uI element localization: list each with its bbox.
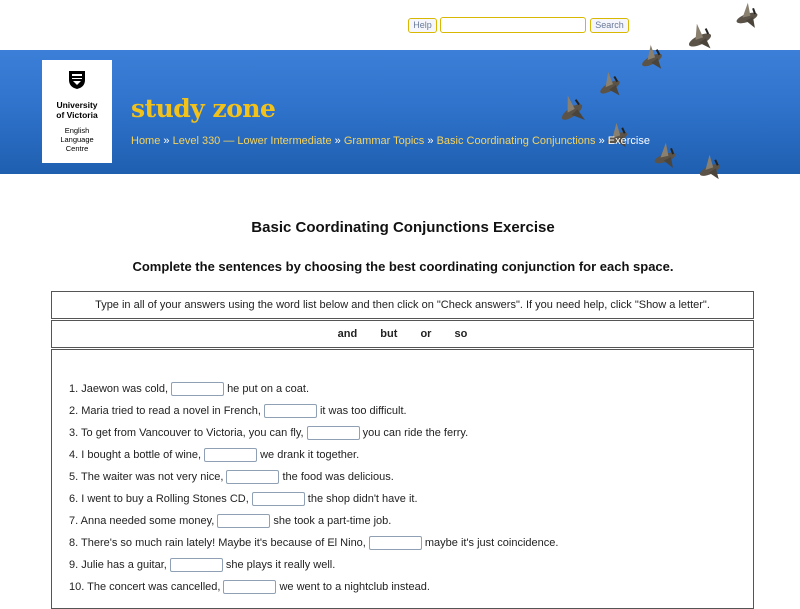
question-text: 9. Julie has a guitar, — [69, 559, 167, 571]
question-text: 5. The waiter was not very nice, — [69, 471, 224, 483]
question-row — [69, 380, 309, 398]
breadcrumb-section-link[interactable]: Basic Coordinating Conjunctions — [436, 135, 596, 147]
question-text: 4. I bought a bottle of wine, — [69, 449, 202, 461]
site-title[interactable]: study zone — [131, 94, 276, 123]
answer-input[interactable] — [171, 382, 224, 396]
question-text: the shop didn't have it. — [307, 493, 418, 505]
question-row — [69, 424, 468, 442]
breadcrumb-current: Exercise — [607, 135, 650, 147]
answer-input[interactable] — [223, 580, 276, 594]
flying-geese-image — [540, 0, 800, 190]
answer-input[interactable] — [226, 470, 279, 484]
answer-input[interactable] — [307, 426, 360, 440]
word-list-item: so — [454, 328, 468, 340]
breadcrumb — [131, 135, 650, 147]
question-text: 1. Jaewon was cold, — [69, 383, 169, 395]
answer-input[interactable] — [217, 514, 270, 528]
page-title: Basic Coordinating Conjunctions Exercise — [251, 219, 555, 236]
question-row — [69, 402, 407, 420]
breadcrumb-level-link[interactable]: Level 330 — Lower Intermediate — [172, 135, 332, 147]
answer-input[interactable] — [252, 492, 305, 506]
question-text: 6. I went to buy a Rolling Stones CD, — [69, 493, 249, 505]
question-row — [69, 534, 558, 552]
breadcrumb-separator: » — [334, 135, 341, 147]
breadcrumb-separator: » — [598, 135, 605, 147]
question-text: she took a part-time job. — [273, 515, 392, 527]
answer-input[interactable] — [369, 536, 422, 550]
word-list-item: or — [420, 328, 432, 340]
question-text: 8. There's so much rain lately! Maybe it's because of El Nino, — [69, 537, 366, 549]
question-text: he put on a coat. — [227, 383, 310, 395]
search-button[interactable]: Search — [590, 18, 629, 33]
answer-input[interactable] — [204, 448, 257, 462]
exercise-box — [51, 349, 754, 609]
word-list-item: but — [380, 328, 398, 340]
page-subtitle: Complete the sentences by choosing the best coordinating conjunction for each space. — [132, 259, 674, 274]
uvic-logo[interactable] — [42, 60, 112, 163]
question-row — [69, 468, 394, 486]
question-text: it was too difficult. — [319, 405, 407, 417]
question-text: 2. Maria tried to read a novel in French, — [69, 405, 261, 417]
question-row — [69, 556, 335, 574]
question-row — [69, 446, 359, 464]
question-text: she plays it really well. — [225, 559, 336, 571]
word-list-item: and — [337, 328, 358, 340]
question-row — [69, 490, 418, 508]
breadcrumb-home-link[interactable]: Home — [131, 135, 161, 147]
breadcrumb-topics-link[interactable]: Grammar Topics — [343, 135, 425, 147]
question-text: 7. Anna needed some money, — [69, 515, 215, 527]
answer-input[interactable] — [170, 558, 223, 572]
question-text: we went to a nightclub instead. — [279, 581, 430, 593]
instructions-text: Type in all of your answers using the word list below and then click on "Check answers". If you need help, click "Show a letter". — [95, 299, 710, 311]
question-text: we drank it together. — [260, 449, 360, 461]
word-list — [52, 328, 753, 340]
question-text: maybe it's just coincidence. — [424, 537, 559, 549]
logo-centre-name: English Language Centre — [60, 126, 94, 153]
breadcrumb-separator: » — [427, 135, 434, 147]
question-row — [69, 512, 391, 530]
breadcrumb-separator: » — [163, 135, 170, 147]
help-button[interactable]: Help — [408, 18, 437, 33]
logo-university-name: University of Victoria — [56, 100, 98, 120]
answer-input[interactable] — [264, 404, 317, 418]
shield-icon — [68, 70, 86, 90]
question-text: the food was delicious. — [282, 471, 394, 483]
instructions-box — [51, 291, 754, 319]
question-row — [69, 578, 430, 596]
question-text: you can ride the ferry. — [362, 427, 469, 439]
question-text: 3. To get from Vancouver to Victoria, you can fly, — [69, 427, 304, 439]
word-list-box — [51, 320, 754, 348]
question-text: 10. The concert was cancelled, — [69, 581, 221, 593]
